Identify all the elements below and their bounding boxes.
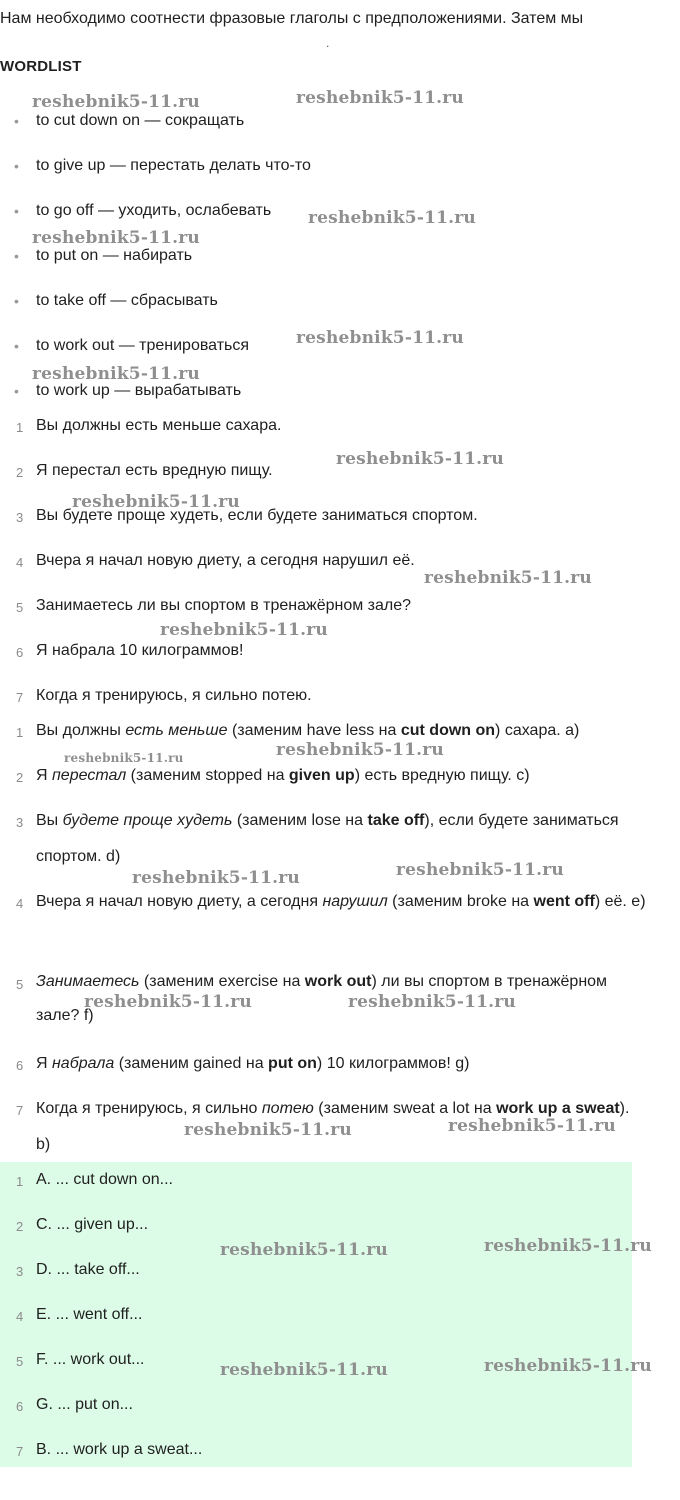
- item-number: 6: [16, 1058, 24, 1073]
- watermark: reshebnik5-11.ru: [32, 92, 200, 112]
- watermark: reshebnik5-11.ru: [348, 992, 516, 1012]
- watermark: reshebnik5-11.ru: [32, 228, 200, 248]
- explanation-text: Я набрала (заменим gained на put on) 10 килограммов! g): [36, 1055, 470, 1072]
- watermark: reshebnik5-11.ru: [160, 620, 328, 640]
- explanation-text: Занимаетесь (заменим exercise на work out) ли вы спортом в тренажёрном зале? f): [36, 973, 608, 1024]
- watermark: reshebnik5-11.ru: [64, 751, 184, 765]
- answer-text: F. ... work out...: [36, 1351, 145, 1368]
- watermark: reshebnik5-11.ru: [32, 364, 200, 384]
- watermark: reshebnik5-11.ru: [308, 208, 476, 228]
- watermark: reshebnik5-11.ru: [296, 328, 464, 348]
- item-number: 3: [16, 510, 24, 525]
- answer-text: D. ... take off...: [36, 1261, 140, 1278]
- item-number: 4: [16, 555, 24, 570]
- sentence-text: Вы будете проще худеть, если будете заниматься спортом.: [36, 507, 478, 524]
- item-number: 7: [16, 690, 24, 705]
- explanation-text: Вы должны есть меньше (заменим have less на cut down on) сахара. a): [36, 722, 580, 739]
- watermark: reshebnik5-11.ru: [84, 992, 252, 1012]
- item-number: 4: [16, 896, 24, 911]
- watermark: reshebnik5-11.ru: [220, 1240, 388, 1260]
- watermark: reshebnik5-11.ru: [336, 449, 504, 469]
- item-number: 5: [16, 600, 24, 615]
- sentence-text: Вы должны есть меньше сахара.: [36, 417, 282, 434]
- explanation-text: Когда я тренируюсь, я сильно потею (заменим sweat a lot на work up a sweat). b): [36, 1100, 630, 1153]
- watermark: reshebnik5-11.ru: [484, 1236, 652, 1256]
- item-number: 2: [16, 1219, 24, 1234]
- watermark: reshebnik5-11.ru: [72, 492, 240, 512]
- item-number: 1: [16, 725, 24, 740]
- item-number: 2: [16, 770, 24, 785]
- item-number: 3: [16, 815, 24, 830]
- answer-text: G. ... put on...: [36, 1396, 133, 1413]
- answer-text: B. ... work up a sweat...: [36, 1441, 203, 1458]
- wordlist-heading: WORDLIST: [0, 58, 82, 75]
- watermark: reshebnik5-11.ru: [220, 1360, 388, 1380]
- explanation-text: Я перестал (заменим stopped на given up) есть вредную пищу. c): [36, 767, 530, 784]
- sentence-text: Я перестал есть вредную пищу.: [36, 462, 273, 479]
- watermark: reshebnik5-11.ru: [276, 740, 444, 760]
- item-number: 4: [16, 1309, 24, 1324]
- item-number: 5: [16, 1354, 24, 1369]
- watermark: reshebnik5-11.ru: [132, 868, 300, 888]
- watermark: reshebnik5-11.ru: [448, 1116, 616, 1136]
- watermark: reshebnik5-11.ru: [396, 860, 564, 880]
- item-number: 7: [16, 1444, 24, 1459]
- intro-text: Нам необходимо соотнести фразовые глаголы с предположениями. Затем мы: [0, 10, 584, 27]
- sentence-text: Когда я тренируюсь, я сильно потею.: [36, 687, 312, 704]
- item-number: 3: [16, 1264, 24, 1279]
- item-number: 1: [16, 1174, 24, 1189]
- item-number: 7: [16, 1103, 24, 1118]
- item-number: 2: [16, 465, 24, 480]
- item-number: 1: [16, 420, 24, 435]
- item-number: 6: [16, 1399, 24, 1414]
- sentence-text: Вчера я начал новую диету, а сегодня нарушил её.: [36, 552, 415, 569]
- intro-dot: .: [326, 36, 330, 50]
- explanation-text: Вчера я начал новую диету, а сегодня нарушил (заменим broke на went off) её. e): [36, 893, 646, 910]
- sentence-text: Занимаетесь ли вы спортом в тренажёрном зале?: [36, 597, 412, 614]
- sentence-text: Я набрала 10 килограммов!: [36, 642, 244, 659]
- answer-text: A. ... cut down on...: [36, 1171, 173, 1188]
- watermark: reshebnik5-11.ru: [296, 88, 464, 108]
- item-number: 6: [16, 645, 24, 660]
- answer-text: C. ... given up...: [36, 1216, 149, 1233]
- watermark: reshebnik5-11.ru: [484, 1356, 652, 1376]
- answer-text: E. ... went off...: [36, 1306, 143, 1323]
- answers-panel: [0, 1162, 632, 1467]
- explanation-text: Вы будете проще худеть (заменим lose на take off), если будете заниматься спортом. d): [36, 812, 619, 865]
- watermark: reshebnik5-11.ru: [184, 1120, 352, 1140]
- item-number: 5: [16, 977, 24, 992]
- watermark: reshebnik5-11.ru: [424, 568, 592, 588]
